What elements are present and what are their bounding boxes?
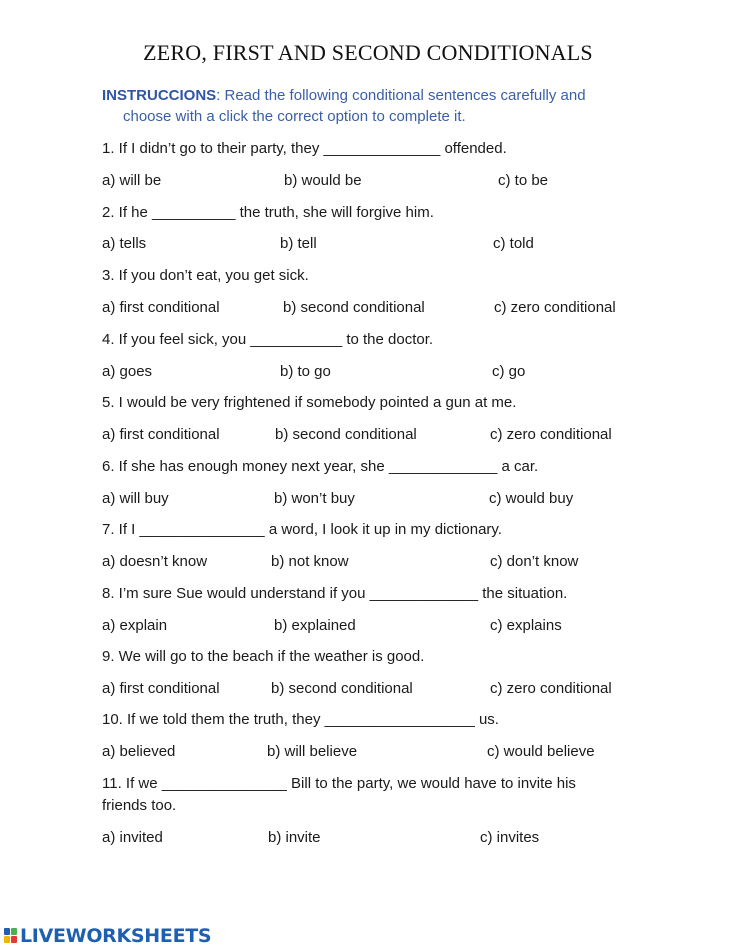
question-10: 10. If we told them the truth, they __________________ us. [102,711,499,728]
question-6-option-b[interactable]: b) won’t buy [274,490,355,507]
question-1-option-b[interactable]: b) would be [284,172,362,189]
question-8-option-a[interactable]: a) explain [102,617,168,634]
question-10-option-b[interactable]: b) will believe [267,743,358,760]
question-1-option-c[interactable]: c) to be [498,172,549,189]
question-9-option-c[interactable]: c) zero conditional [490,680,612,697]
instructions-label: INSTRUCCIONS [102,87,217,104]
instructions [102,85,622,127]
logo-square-green [11,928,17,935]
liveworksheets-logo-icon [4,928,18,944]
question-10-option-a[interactable]: a) believed [102,743,176,760]
instructions-line-1: : Read the following conditional sentences carefully and [216,87,586,104]
question-5-option-c[interactable]: c) zero conditional [490,426,612,443]
question-4-option-a[interactable]: a) goes [102,363,153,380]
worksheet-title: ZERO, FIRST AND SECOND CONDITIONALS [143,40,593,65]
question-3-option-b[interactable]: b) second conditional [283,299,425,316]
question-3-option-a[interactable]: a) first conditional [102,299,220,316]
question-3-option-c[interactable]: c) zero conditional [494,299,616,316]
question-7-option-c[interactable]: c) don’t know [490,553,579,570]
question-4: 4. If you feel sick, you ___________ to the doctor. [102,331,434,348]
question-2-option-b[interactable]: b) tell [280,235,317,252]
question-2-option-c[interactable]: c) told [493,235,534,252]
question-9-option-a[interactable]: a) first conditional [102,680,220,697]
question-5-option-a[interactable]: a) first conditional [102,426,220,443]
question-11-option-b[interactable]: b) invite [268,829,321,846]
question-6: 6. If she has enough money next year, she _____________ a car. [102,458,539,475]
question-11: 11. If we _______________ Bill to the party, we would have to invite his friends too. [102,775,576,814]
question-2: 2. If he __________ the truth, she will forgive him. [102,204,434,221]
question-6-option-a[interactable]: a) will buy [102,490,169,507]
question-8: 8. I’m sure Sue would understand if you _____________ the situation. [102,585,568,602]
logo-square-red [11,936,17,943]
question-11-option-c[interactable]: c) invites [480,829,540,846]
question-7-option-b[interactable]: b) not know [271,553,349,570]
question-7-option-a[interactable]: a) doesn’t know [102,553,208,570]
question-5-option-b[interactable]: b) second conditional [275,426,417,443]
question-8-option-b[interactable]: b) explained [274,617,356,634]
question-3: 3. If you don’t eat, you get sick. [102,267,309,284]
question-8-option-c[interactable]: c) explains [490,617,562,634]
question-1-option-a[interactable]: a) will be [102,172,162,189]
question-7: 7. If I _______________ a word, I look it up in my dictionary. [102,521,502,538]
question-5: 5. I would be very frightened if somebody pointed a gun at me. [102,394,517,411]
question-4-option-c[interactable]: c) go [492,363,526,380]
liveworksheets-logo-text: LIVEWORKSHEETS [20,925,212,947]
question-9: 9. We will go to the beach if the weather is good. [102,648,425,665]
question-1: 1. If I didn’t go to their party, they ______________ offended. [102,140,507,157]
instructions-line-2: choose with a click the correct option to complete it. [123,108,466,125]
logo-square-yellow [4,936,10,943]
question-2-option-a[interactable]: a) tells [102,235,147,252]
question-10-option-c[interactable]: c) would believe [487,743,595,760]
question-4-option-b[interactable]: b) to go [280,363,331,380]
question-6-option-c[interactable]: c) would buy [489,490,574,507]
question-11-option-a[interactable]: a) invited [102,829,163,846]
liveworksheets-logo[interactable] [4,924,211,948]
question-9-option-b[interactable]: b) second conditional [271,680,413,697]
logo-square-blue [4,928,10,935]
